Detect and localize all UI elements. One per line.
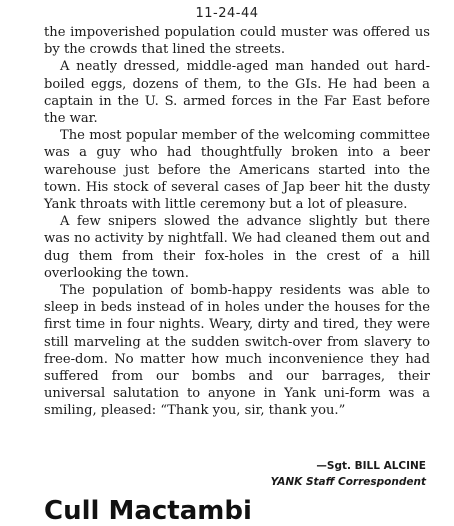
article-paragraph: A few snipers slowed the advance slightly but there was no activity by nightfall. We had cleaned them out and dug them from their fox-holes in the crest of a hill overlooking the town. [44,214,430,281]
byline [271,458,426,490]
article-paragraph: The population of bomb-happy residents was able to sleep in beds instead of in holes under the houses for the first time in four nights. Weary, dirty and tired, they were still marveling at the sudden switch-over from slavery to free-dom. No matter how much inconvenience they had suffered from our bombs and our barrages, their universal salutation to anyone in Yank uni-form was a smiling, pleased: “Thank you, sir, thank you.” [44,283,430,419]
article-paragraph: The most popular member of the welcoming committee was a guy who had thoughtfully broken into a beer warehouse just before the Americans started into the town. His stock of several cases of Jap beer hit the dusty Yank throats with little ceremony but a lot of pleasure. [44,128,430,213]
byline-role: YANK Staff Correspondent [270,476,426,488]
next-article-headline: Cull Mactambi [44,496,252,526]
page-date: 11-24-44 [195,6,259,21]
article-body [44,24,430,420]
byline-author: —Sgt. BILL ALCINE [316,460,426,472]
article-paragraph: A neatly dressed, middle-aged man handed out hard-boiled eggs, dozens of them, to the GIs. He had been a captain in the U. S. armed forces in the Far East before the war. [44,59,430,127]
article-paragraph: the impoverished population could muster was offered us by the crowds that lined the streets. [44,25,430,58]
